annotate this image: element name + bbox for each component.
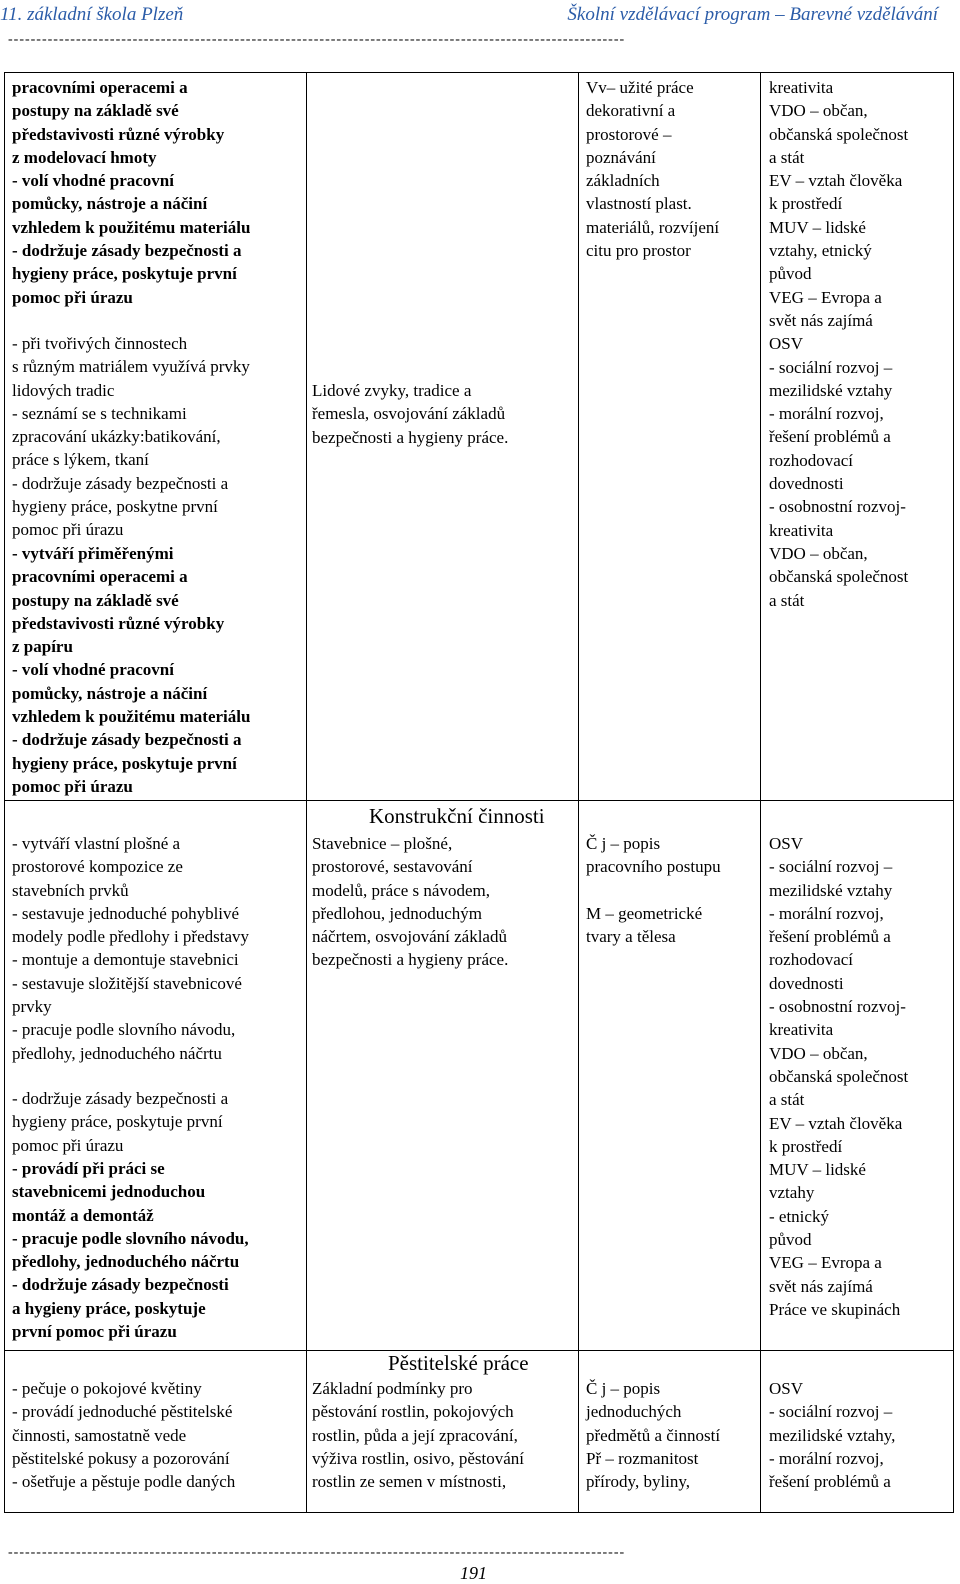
- program-name: Školní vzdělávací program – Barevné vzdělávání: [567, 4, 938, 25]
- column-divider-1: [306, 72, 307, 1513]
- section-title-growing: Pěstitelské práce: [388, 1351, 529, 1375]
- page-number: 191: [460, 1563, 487, 1583]
- row2-themes: OSV - sociální rozvoj – mezilidské vztahy - morální rozvoj, řešení problémů a rozhodovací dovednosti - osobnostní rozvoj- kreativita VDO – občan, občanská společnost a stát EV – vztah člověka k prostředí MUV – lidské vztahy - etnický původ VEG – Evropa a svět nás zajímá Práce ve skupinách: [769, 834, 909, 1319]
- row3-themes: OSV - sociální rozvoj – mezilidské vztahy, - morální rozvoj, řešení problémů a: [769, 1379, 896, 1492]
- column-divider-2: [578, 72, 579, 1513]
- row1-themes: kreativita VDO – občan, občanská společnost a stát EV – vztah člověka k prostředí MUV – lidské vztahy, etnický původ VEG – Evropa a svět nás zajímá OSV - sociální rozvoj – mezilidské vztahy - morální rozvoj, řešení problémů a rozhodovací dovednosti - osobnostní rozvoj- kreativita VDO – občan, občanská společnost a stát: [769, 78, 909, 610]
- row2-relations: Č j – popis pracovního postupu M – geometrické tvary a tělesa: [586, 834, 721, 947]
- row1-outputs-part1: pracovními operacemi a postupy na základě své představivosti různé výrobky z modelovací hmoty - volí vhodné pracovní pomůcky, nástroje a náčiní vzhledem k použitému materiálu - dodržuje zásady bezpečnosti a hygieny práce, poskytuje první pomoc při úrazu: [12, 78, 251, 307]
- school-name: 11. základní škola Plzeň: [0, 4, 184, 25]
- row1-outputs-part2: - při tvořivých činnostech s různým matriálem využívá prvky lidových tradic - seznámí se s technikami zpracování ukázky:batikování, práce s lýkem, tkaní - dodržuje zásady bezpečnosti a hygieny práce, poskytne první pomoc při úrazu: [12, 334, 250, 540]
- column-divider-3: [760, 72, 761, 1513]
- curriculum-table: [4, 72, 954, 1513]
- table-border-right: [953, 72, 954, 1513]
- table-border-bottom: [4, 1512, 954, 1513]
- row1-outputs-part3: - vytváří přiměřenými pracovními operacemi a postupy na základě své představivosti různé výrobky z papíru - volí vhodné pracovní pomůcky, nástroje a náčiní vzhledem k použitému materiálu - dodržuje zásady bezpečnosti a hygieny práce, poskytuje první pomoc při úrazu: [12, 544, 251, 796]
- row2-outputs-part2: - dodržuje zásady bezpečnosti a hygieny práce, poskytuje první pomoc při úrazu: [12, 1089, 229, 1155]
- footer-separator: -------------------------------------------------------------------------------------------------------------: [8, 1545, 626, 1560]
- row1-relations: Vv– užité práce dekorativní a prostorové – poznávání základních vlastností plast. materiálů, rozvíjení citu pro prostor: [586, 78, 720, 261]
- row2-outputs-part1: - vytváří vlastní plošné a prostorové kompozice ze stavebních prvků - sestavuje jednoduché pohyblivé modely podle předlohy i představy - montuje a demontuje stavebnici - sestavuje složitější stavebnicové prvky - pracuje podle slovního návodu, předlohy, jednoduchého náčrtu: [12, 834, 250, 1063]
- row1-content: Lidové zvyky, tradice a řemesla, osvojování základů bezpečnosti a hygieny práce.: [312, 381, 509, 447]
- row2-content: Stavebnice – plošné, prostorové, sestavování modelů, práce s návodem, předlohou, jednoduchým náčrtem, osvojování základů bezpečnosti a hygieny práce.: [312, 834, 509, 970]
- row2-outputs-part3: - provádí při práci se stavebnicemi jednoduchou montáž a demontáž - pracuje podle slovního návodu, předlohy, jednoduchého náčrtu - dodržuje zásady bezpečnosti a hygieny práce, poskytuje první pomoc při úrazu: [12, 1159, 249, 1342]
- table-border-left: [4, 72, 5, 1513]
- row3-relations: Č j – popis jednoduchých předmětů a činností Př – rozmanitost přírody, byliny,: [586, 1379, 721, 1492]
- section-title-constructive: Konstrukční činnosti: [369, 804, 545, 828]
- document-header: [0, 0, 960, 34]
- row3-content: Základní podmínky pro pěstování rostlin, pokojových rostlin, půda a její zpracování, výživa rostlin, osivo, pěstování rostlin ze semen v místnosti,: [312, 1379, 525, 1492]
- row3-outputs: - pečuje o pokojové květiny - provádí jednoduché pěstitelské činnosti, samostatně vede pěstitelské pokusy a pozorování - ošetřuje a pěstuje podle daných: [12, 1379, 236, 1492]
- table-border-top: [4, 72, 954, 73]
- header-separator: -------------------------------------------------------------------------------------------------------------: [8, 32, 626, 47]
- row-divider-1: [4, 800, 954, 801]
